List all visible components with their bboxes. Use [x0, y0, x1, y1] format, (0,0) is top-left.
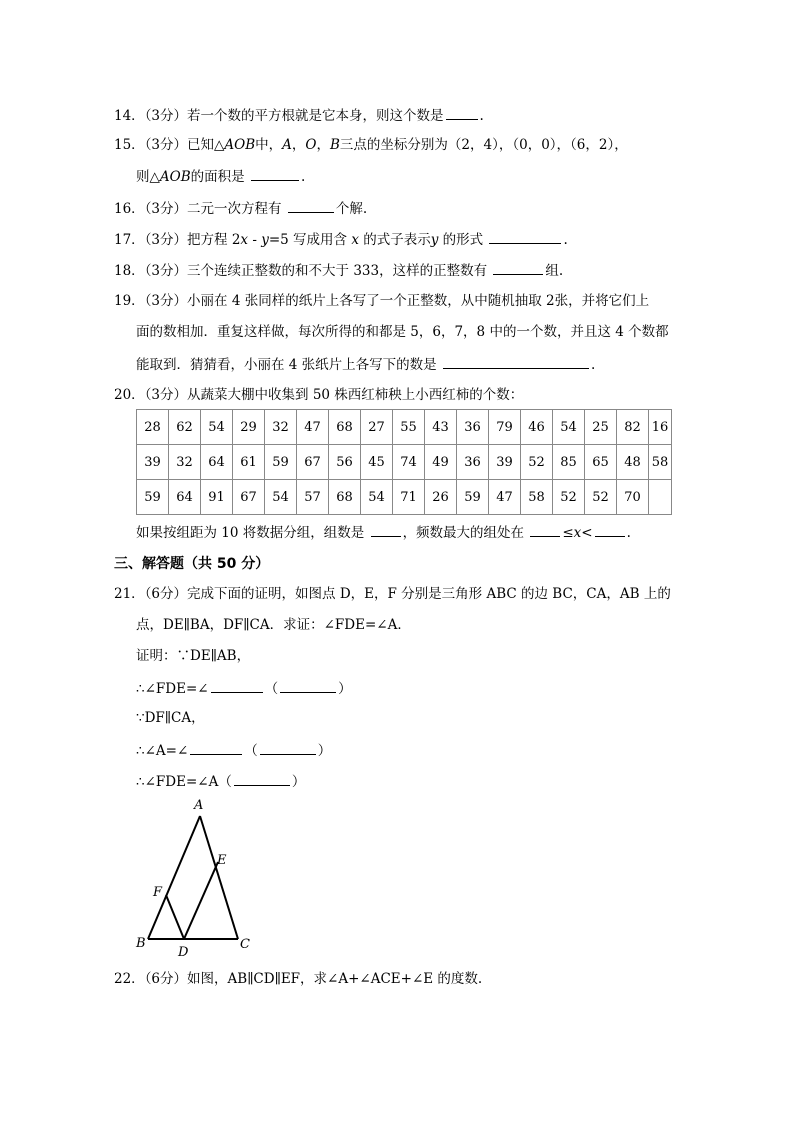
table-cell: 55	[393, 410, 425, 445]
question-text: 若一个数的平方根就是它本身，则这个数是	[187, 108, 444, 124]
table-cell: 32	[265, 410, 297, 445]
question-15: 15．（3分）已知△AOB中，A，O，B三点的坐标分别为（2，4），（0，0），（6，2），	[114, 137, 628, 153]
table-cell: 36	[457, 445, 489, 480]
table-cell: 54	[361, 480, 393, 515]
table-cell: 36	[457, 410, 489, 445]
answer-blank[interactable]	[371, 522, 401, 537]
question-21-line2: 点，DE∥BA，DF∥CA．求证：∠FDE=∠A．	[136, 617, 411, 633]
segment-df	[166, 895, 184, 939]
question-20: 20．（3分）从蔬菜大棚中收集到 50 株西红柿秧上小西红柿的个数：	[114, 387, 524, 403]
question-19: 19．（3分）小丽在 4 张同样的纸片上各写了一个正整数，从中随机抽取 2张，并将它们上	[114, 293, 650, 309]
table-cell: 39	[137, 445, 169, 480]
table-cell: 57	[297, 480, 329, 515]
table-row	[137, 445, 672, 480]
proof-line-5: ∴∠FDE=∠A（ ）	[136, 771, 305, 791]
proof-line-4: ∴∠A=∠ （ ）	[136, 740, 331, 760]
answer-blank[interactable]	[234, 771, 290, 786]
table-cell: 52	[521, 445, 553, 480]
table-cell: 70	[617, 480, 649, 515]
answer-blank[interactable]	[260, 740, 316, 755]
table-cell: 47	[297, 410, 329, 445]
table-cell: 64	[201, 445, 233, 480]
question-14: 14．（3分）若一个数的平方根就是它本身，则这个数是 .	[114, 105, 484, 125]
answer-blank[interactable]	[489, 229, 561, 244]
data-table	[136, 409, 672, 515]
table-cell: 48	[617, 445, 649, 480]
question-19-line2: 面的数相加．重复这样做，每次所得的和都是 5，6，7，8 中的一个数，并且这 4 个数都	[136, 324, 669, 340]
table-cell: 61	[233, 445, 265, 480]
table-cell: 43	[425, 410, 457, 445]
proof-line-3: ∵DF∥CA，	[136, 710, 205, 726]
table-cell: 45	[361, 445, 393, 480]
table-cell: 26	[425, 480, 457, 515]
triangle-figure	[128, 796, 268, 962]
table-cell: 85	[553, 445, 585, 480]
question-17: 17．（3分）把方程 2x - y=5 写成用含 x 的式子表示y 的形式 .	[114, 229, 568, 249]
table-cell	[649, 480, 672, 515]
label-b: B	[136, 936, 146, 951]
table-cell: 49	[425, 445, 457, 480]
table-cell: 32	[169, 445, 201, 480]
answer-blank[interactable]	[280, 678, 336, 693]
question-18: 18．（3分）三个连续正整数的和不大于 333，这样的正整数有 组.	[114, 260, 563, 280]
table-cell: 52	[585, 480, 617, 515]
table-row	[137, 410, 672, 445]
table-cell: 46	[521, 410, 553, 445]
answer-blank[interactable]	[595, 522, 625, 537]
question-score: （3分）	[144, 137, 188, 153]
table-cell: 54	[265, 480, 297, 515]
table-row	[137, 480, 672, 515]
table-cell: 59	[457, 480, 489, 515]
proof-line-2: ∴∠FDE=∠ （ ）	[136, 678, 352, 698]
proof-line-1: 证明：∵DE∥AB，	[136, 648, 251, 664]
table-cell: 28	[137, 410, 169, 445]
answer-blank[interactable]	[288, 198, 334, 213]
answer-blank[interactable]	[446, 105, 478, 120]
table-cell: 52	[553, 480, 585, 515]
table-cell: 58	[521, 480, 553, 515]
table-cell: 67	[297, 445, 329, 480]
label-e: E	[217, 853, 227, 868]
section-heading: 三、解答题（共 50 分）	[114, 556, 270, 572]
table-cell: 29	[233, 410, 265, 445]
question-15-line2: 则△AOB的面积是 .	[136, 166, 305, 186]
table-cell: 74	[393, 445, 425, 480]
answer-blank[interactable]	[443, 354, 589, 369]
table-cell: 54	[553, 410, 585, 445]
answer-blank[interactable]	[251, 166, 299, 181]
label-c: C	[240, 937, 250, 952]
table-cell: 65	[585, 445, 617, 480]
table-cell: 67	[233, 480, 265, 515]
answer-blank[interactable]	[190, 740, 242, 755]
table-cell: 47	[489, 480, 521, 515]
table-cell: 39	[489, 445, 521, 480]
table-cell: 79	[489, 410, 521, 445]
table-cell: 16	[649, 410, 672, 445]
table-cell: 59	[265, 445, 297, 480]
question-number: 15．	[114, 137, 145, 153]
table-cell: 59	[137, 480, 169, 515]
answer-blank[interactable]	[530, 522, 560, 537]
table-cell: 68	[329, 480, 361, 515]
table-cell: 25	[585, 410, 617, 445]
question-21: 21．（6分）完成下面的证明，如图点 D，E，F 分别是三角形 ABC 的边 BC，CA，AB 上的	[114, 586, 671, 602]
question-22: 22．（6分）如图，AB∥CD∥EF，求∠A+∠ACE+∠E 的度数.	[114, 971, 483, 987]
table-cell: 62	[169, 410, 201, 445]
side-ac	[200, 816, 238, 939]
answer-blank[interactable]	[493, 260, 543, 275]
label-d: D	[178, 945, 189, 960]
table-cell: 91	[201, 480, 233, 515]
table-cell: 56	[329, 445, 361, 480]
label-a: A	[194, 798, 204, 813]
table-cell: 82	[617, 410, 649, 445]
question-19-line3: 能取到．猜猜看，小丽在 4 张纸片上各写下的数是 .	[136, 354, 595, 374]
segment-de	[184, 862, 218, 939]
answer-blank[interactable]	[211, 678, 263, 693]
table-cell: 68	[329, 410, 361, 445]
question-number: 14．	[114, 108, 145, 124]
table-cell: 64	[169, 480, 201, 515]
table-cell: 71	[393, 480, 425, 515]
table-cell: 27	[361, 410, 393, 445]
question-score: （3分）	[144, 108, 188, 124]
table-cell: 58	[649, 445, 672, 480]
table-cell: 54	[201, 410, 233, 445]
question-16: 16．（3分）二元一次方程有 个解.	[114, 198, 367, 218]
label-f: F	[153, 885, 163, 900]
question-20-after: 如果按组距为 10 将数据分组，组数是 ，频数最大的组处在 ≤x< .	[136, 522, 631, 542]
